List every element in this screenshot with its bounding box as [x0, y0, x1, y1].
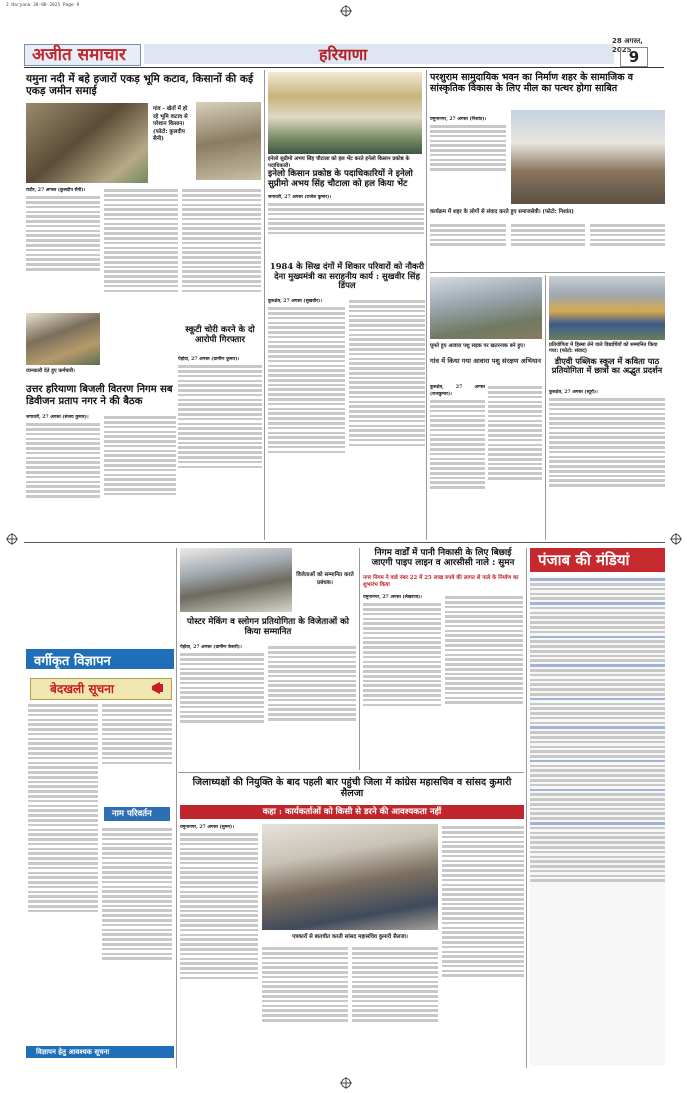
- congress-kicker: कहा : कार्यकर्ताओं को किसी से डरने की आवश्यकता नहीं: [262, 807, 442, 817]
- parshuram-body-col3: [511, 222, 585, 268]
- stray-dateline: कुरुक्षेत्र, 27 अगस्त (राजकुमार)।: [430, 385, 485, 397]
- poster-body-col2: [268, 644, 356, 766]
- stray-body-col1: [430, 384, 485, 534]
- prize-body: [549, 389, 665, 535]
- inld-headline: इनेलो किसान प्रकोष्ठ के पदाधिकारियों ने इनेलो सुप्रीमो अभय सिंह चौटाला को हल किया भेंट: [268, 169, 413, 189]
- column-rule: [359, 548, 360, 770]
- prize-dateline: कुरुक्षेत्र, 27 अगस्त (ब्यूरो)।: [549, 390, 598, 395]
- section-rule: [430, 272, 665, 273]
- inld-photo: [268, 72, 422, 154]
- column-rule: [264, 70, 265, 540]
- column-rule: [176, 548, 177, 1068]
- classified-notice-col2: [102, 702, 172, 802]
- bijli-body-col1: [26, 414, 100, 544]
- congress-body-col2: [262, 945, 348, 1065]
- scooty-dateline: पेहोवा, 27 अगस्त (ग्रामीण कुमार)।: [178, 357, 240, 362]
- stray-body-col2: [488, 384, 542, 534]
- mandi-title: पंजाब की मंडियां: [538, 551, 630, 569]
- masthead-rule: [24, 67, 664, 68]
- notice-label: बेदखली सूचना: [50, 682, 114, 696]
- congress-photo-caption: पत्रकारों से बातचीत करती सांसद महासचिव कुमारी सैलजा।: [292, 934, 408, 940]
- masthead-section-bar: [144, 44, 614, 64]
- stray-caption: घूमते हुए आवारा पशु सड़क पर खतरनाक बने हुए।: [430, 343, 525, 349]
- scooty-headline: स्कूटी चोरी करने के दो आरोपी गिरफ्तार: [185, 325, 255, 345]
- masthead-brand: अजीत समाचार: [32, 45, 126, 65]
- poster-headline: पोस्टर मेकिंग व स्लोगन प्रतियोगिता के विजेताओं को किया सम्मानित: [187, 617, 349, 637]
- column-rule: [545, 275, 546, 540]
- classified-namechange-body: [102, 826, 172, 1040]
- poster-body-col1: [180, 644, 264, 766]
- congress-body-col1: [180, 824, 258, 1064]
- yamuna-dateline: रादौर, 27 अगस्त (कुलदीप सैनी)।: [26, 188, 86, 193]
- sikh-body-col1: [268, 298, 345, 536]
- stray-photo: [430, 277, 542, 339]
- printer-slug: 2 Haryana 28-08-2025 Page 9: [6, 3, 80, 8]
- congress-body-col4: [442, 824, 524, 1064]
- nigam-body-col1: [363, 594, 441, 766]
- yamuna-photo: [26, 103, 148, 183]
- parshuram-photo-caption: कार्यक्रम में शहर के लोगों से संवाद करते हुए समाजसेवी। (फोटो: निशांत): [430, 209, 574, 215]
- congress-dateline: यमुनानगर, 27 अगस्त (सुमन)।: [180, 825, 234, 830]
- mandi-body: [530, 576, 665, 1066]
- congress-photo: [262, 824, 438, 930]
- poster-photo-caption: विजेताओं को सम्मानित करते प्रबंधक।: [296, 572, 354, 586]
- stray-subhead: गांव में किया गया आवारा पशु संरक्षण अभियान: [430, 357, 542, 365]
- inld-dateline: जगाधरी, 27 अगस्त (राजेश कुमार)।: [268, 195, 332, 200]
- inld-photo-caption: इनेलो सुप्रीमो अभय सिंह चौटाला को हल भेंट करते इनेलो किसान प्रकोष्ठ के पदाधिकारी।: [268, 156, 410, 169]
- column-rule: [426, 70, 427, 540]
- poster-photo: [180, 548, 292, 612]
- yamuna-body-col1: [26, 187, 100, 311]
- registration-mark-icon: [670, 530, 682, 549]
- parshuram-dateline: यमुनानगर, 27 अगस्त (निशांत)।: [430, 117, 487, 122]
- classified-footer: विज्ञापन हेतु आवश्यक सूचना: [36, 1047, 110, 1056]
- page-number: 9: [620, 47, 648, 67]
- parshuram-body-col4: [590, 222, 665, 268]
- parshuram-body-col2: [430, 222, 506, 268]
- classified-notice-col1: [28, 702, 98, 1042]
- classified-title: वर्गीकृत विज्ञापन: [34, 654, 111, 669]
- sikh-headline: 1984 के सिख दंगों में शिकार परिवारों को नौकरी देना मुख्यमंत्री का सराहनीय कार्य : सुखवीर सिंह डिंपल: [269, 261, 425, 291]
- parshuram-headline: परशुराम सामुदायिक भवन का निर्माण शहर के सामाजिक व सांस्कृतिक विकास के लिए मील का पत्थर होगा साबित: [430, 72, 634, 94]
- nigam-body-col2: [445, 594, 523, 766]
- bijli-body-col2: [104, 414, 176, 544]
- yamuna-group-photo: [26, 313, 100, 365]
- prize-photo-caption: प्रतियोगिता में हिस्सा लेने वाले विद्यार्थियों को सम्मानित किया गया। (फोटो: संवाद): [549, 342, 658, 354]
- nigam-subhead: नगर निगम ने वार्ड नंबर 22 में 25 लाख रुपये की लागत से नाले के निर्माण का शुभारंभ किया: [363, 575, 519, 588]
- poster-dateline: पेहोवा, 27 अगस्त (ग्रामीण केसरी)।: [180, 645, 242, 650]
- column-rule: [526, 548, 527, 1068]
- masthead-date: 28 अगस्त, 2025: [612, 37, 643, 54]
- inld-body: [268, 194, 424, 256]
- prize-headline: डीएवी पब्लिक स्कूल में कविता पाठ प्रतियोगिता में छात्रों का अद्भुत प्रदर्शन: [551, 356, 663, 376]
- bijli-dateline: जगाधरी, 27 अगस्त (संजय कुमार)।: [26, 415, 89, 420]
- yamuna-headline: यमुना नदी में बहे हजारों एकड़ भूमि कटाव, किसानों की कई एकड़ जमीन समाई: [26, 73, 254, 98]
- sikh-dateline: कुरुक्षेत्र, 27 अगस्त (सुखवीर)।: [268, 299, 322, 304]
- registration-mark-icon: [340, 1074, 352, 1093]
- section-rule: [178, 772, 524, 773]
- nigam-headline: निगम वार्डों में पानी निकासी के लिए बिछाई जाएगी पाइप लाइन व आरसीसी नाले : सुमन: [371, 548, 515, 569]
- masthead: [24, 16, 664, 66]
- sikh-body-col2: [349, 298, 425, 536]
- yamuna-side-caption: गांव - खेतों में हो रहे भूमि कटाव से परेशान किसान। (फोटो: कुलदीप सैनी): [153, 106, 188, 142]
- registration-mark-icon: [6, 530, 18, 549]
- section-rule: [24, 542, 665, 543]
- bijli-headline: उत्तर हरियाणा बिजली वितरण निगम सब डिवीजन प्रताप नगर ने की बैठक: [26, 384, 173, 407]
- name-change-label: नाम परिवर्तन: [112, 809, 152, 819]
- megaphone-icon: [150, 679, 168, 701]
- yamuna-body-col2: [104, 187, 178, 357]
- yamuna-photo-caption: जानकारी देते हुए कर्मचारी।: [26, 368, 75, 374]
- congress-body-col3: [352, 945, 438, 1065]
- parshuram-body-col1: [430, 116, 506, 204]
- nigam-dateline: यमुनानगर, 27 अगस्त (लेखराज)।: [363, 595, 422, 600]
- congress-headline: जिलाध्यक्षों की नियुक्ति के बाद पहली बार पहुंची जिला में कांग्रेस महासचिव व सांसद कुमारी सैलजा: [192, 777, 512, 800]
- prize-photo: [549, 276, 665, 340]
- yamuna-side-photo: [196, 102, 261, 180]
- parshuram-photo: [511, 110, 665, 204]
- scooty-body: [178, 356, 262, 531]
- masthead-section: हरियाणा: [319, 45, 368, 64]
